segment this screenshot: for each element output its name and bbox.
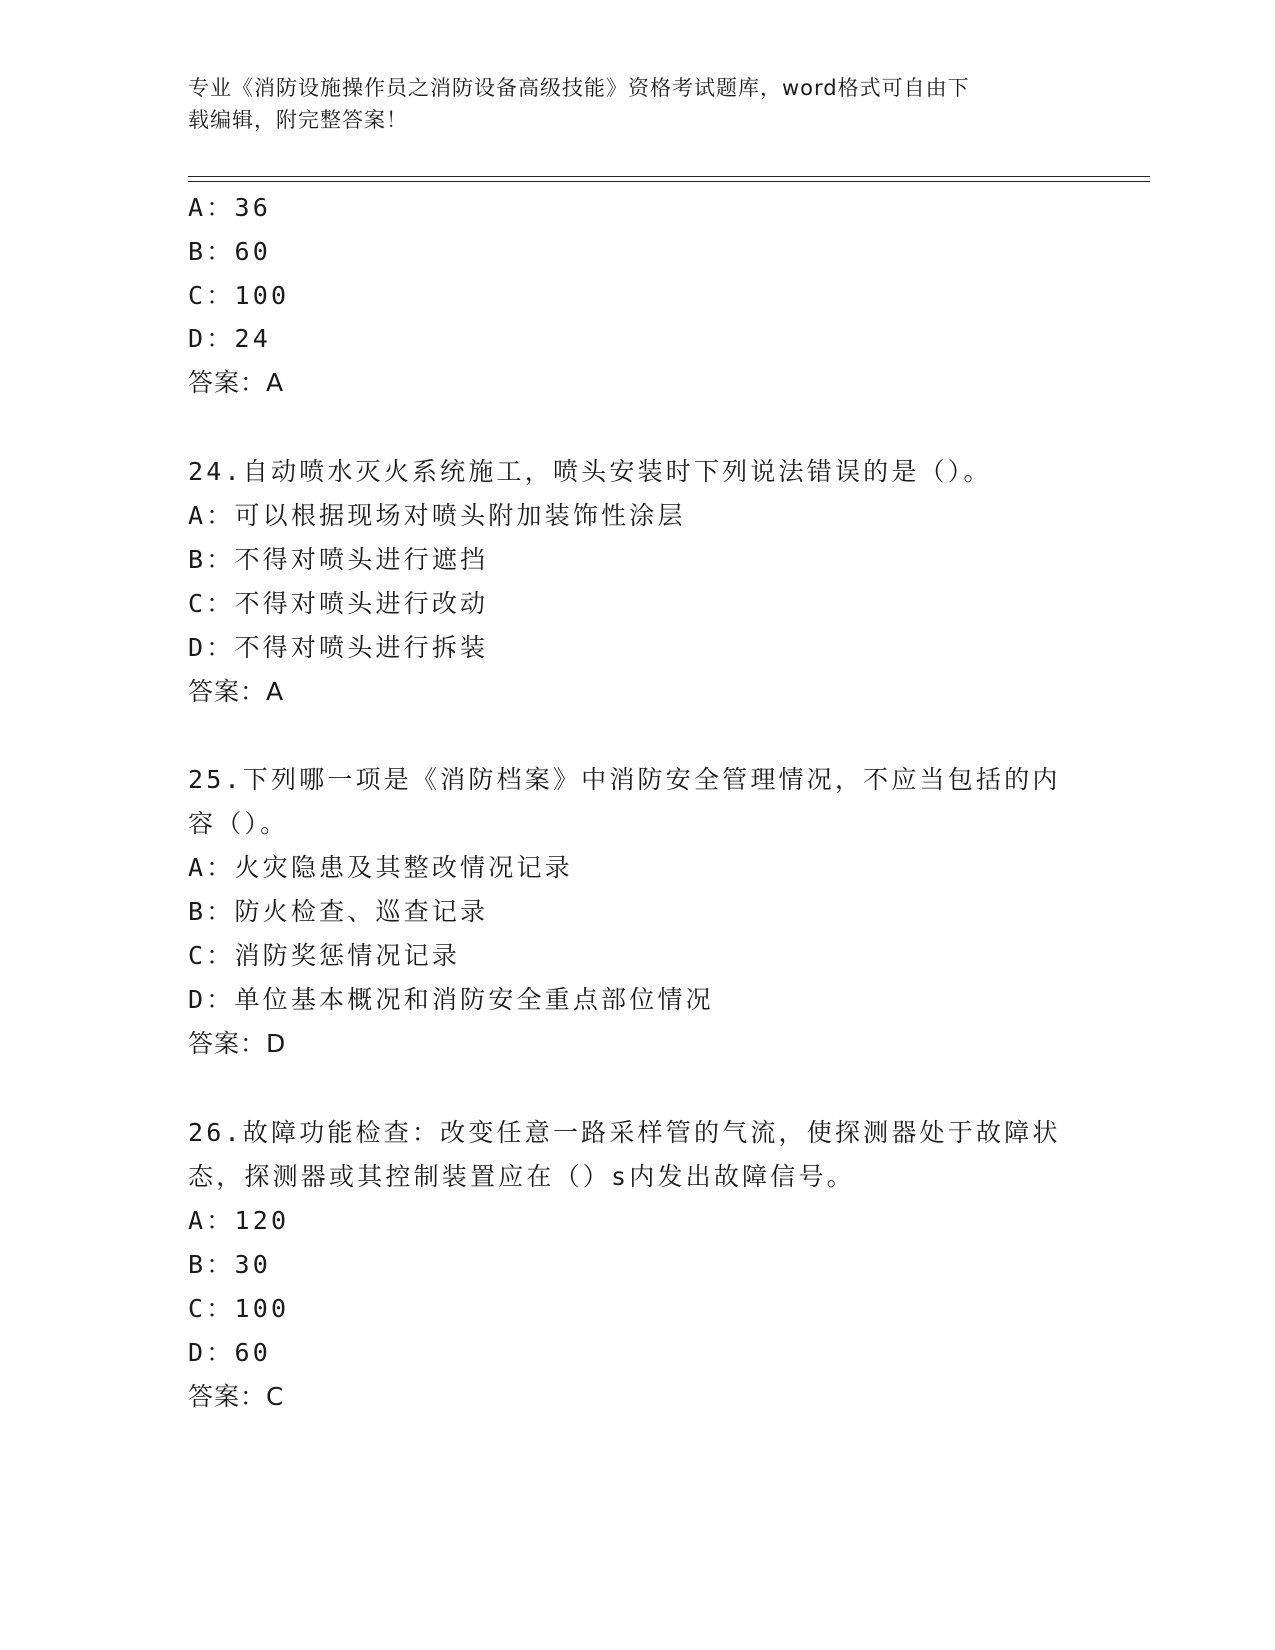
- prev-option-b: B：60: [188, 237, 271, 266]
- q26-stem-line-1: 26.故障功能检查：改变任意一路采样管的气流，使探测器处于故障状: [188, 1118, 1061, 1147]
- q25-option-a: A：火灾隐患及其整改情况记录: [188, 853, 573, 882]
- q25-stem-line-2: 容（）。: [188, 809, 289, 838]
- q25-option-d: D：单位基本概况和消防安全重点部位情况: [188, 985, 714, 1014]
- q24-option-b: B：不得对喷头进行遮挡: [188, 545, 489, 574]
- q24-answer: 答案：A: [188, 677, 285, 706]
- header-line-1: 专业《消防设施操作员之消防设备高级技能》资格考试题库，word格式可自由下: [188, 76, 970, 100]
- q25-option-b: B：防火检查、巡查记录: [188, 897, 489, 926]
- q24-stem-line-1: 24.自动喷水灭火系统施工，喷头安装时下列说法错误的是（）。: [188, 457, 992, 486]
- q25-stem-line-1: 25.下列哪一项是《消防档案》中消防安全管理情况，不应当包括的内: [188, 765, 1061, 794]
- q25-option-c: C：消防奖惩情况记录: [188, 941, 461, 970]
- q24-option-d: D：不得对喷头进行拆装: [188, 633, 489, 662]
- q24-option-a: A：可以根据现场对喷头附加装饰性涂层: [188, 501, 686, 530]
- document-header: [188, 72, 1068, 136]
- q26-stem-line-2: 态，探测器或其控制装置应在（）s内发出故障信号。: [188, 1162, 855, 1191]
- prev-option-a: A：36: [188, 193, 271, 222]
- prev-option-d: D：24: [188, 324, 271, 353]
- q24-option-c: C：不得对喷头进行改动: [188, 589, 489, 618]
- header-rule-bottom: [188, 181, 1150, 182]
- q26-option-c: C：100: [188, 1294, 290, 1323]
- q26-option-b: B：30: [188, 1250, 271, 1279]
- header-line-2: 载编辑，附完整答案！: [188, 108, 408, 132]
- header-rule-top: [188, 176, 1150, 177]
- prev-answer: 答案：A: [188, 368, 285, 397]
- q26-option-d: D：60: [188, 1338, 271, 1367]
- q25-answer: 答案：D: [188, 1029, 287, 1058]
- prev-option-c: C：100: [188, 281, 290, 310]
- q26-answer: 答案：C: [188, 1382, 285, 1411]
- q26-option-a: A：120: [188, 1206, 290, 1235]
